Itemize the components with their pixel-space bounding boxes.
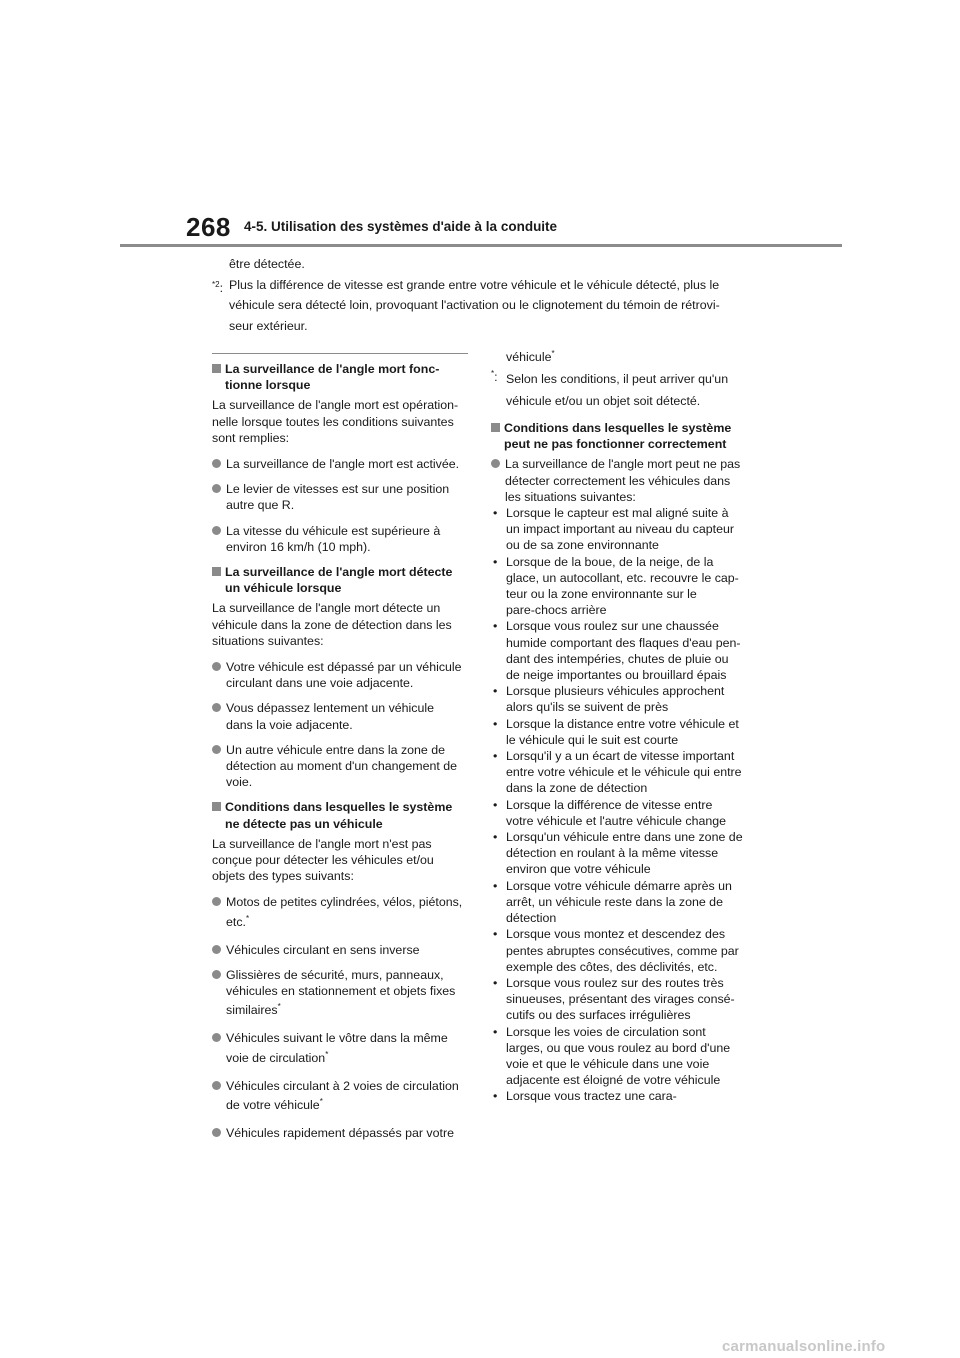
sub-list-item <box>491 797 747 829</box>
list-item <box>212 456 468 472</box>
text-line: Vous dépassez lentement un véhicule <box>226 701 435 716</box>
section-title: 4-5. Utilisation des systèmes d'aide à la conduite <box>244 219 558 234</box>
heading-not-detected <box>212 799 468 831</box>
paragraph <box>212 600 468 649</box>
circle-bullet-icon <box>491 459 500 468</box>
sub-list-item <box>491 554 747 619</box>
sub-list-item <box>491 1024 747 1089</box>
text-line: La surveillance de l'angle mort peut ne pas <box>505 457 741 472</box>
text-line: sinueuses, présentant des virages consé- <box>506 992 735 1007</box>
text-line: environ que votre véhicule <box>506 862 651 877</box>
text-line: glace, un autocollant, etc. recouvre le cap- <box>506 570 739 585</box>
sub-list-item <box>491 505 747 554</box>
text-line: Le levier de vitesses est sur une position <box>226 482 450 497</box>
text-line: similaires* <box>226 1002 281 1018</box>
text-line: pare-chocs arrière <box>506 603 607 618</box>
text-line: Lorsqu'il y a un écart de vitesse important <box>506 749 735 764</box>
sub-list <box>491 505 747 1105</box>
text-line: de neige importantes ou brouillard épais <box>506 668 727 683</box>
text-line: La vitesse du véhicule est supérieure à <box>226 523 441 538</box>
continued-text: être détectée. <box>229 257 305 271</box>
heading-line: peut ne pas fonctionner correctement <box>504 437 727 452</box>
text-line: Selon les conditions, il peut arriver qu'un <box>506 372 729 386</box>
text-line: Motos de petites cylindrées, vélos, piétons, <box>226 895 463 910</box>
paragraph <box>212 397 468 446</box>
sub-list-item <box>491 683 747 715</box>
text-line: les situations suivantes: <box>505 489 636 504</box>
text-line: alors qu'ils se suivent de près <box>506 700 669 715</box>
text-line: détection <box>506 911 557 926</box>
dot-bullet-icon: • <box>493 749 498 764</box>
text-line: Lorsque le capteur est mal aligné suite à <box>506 506 729 521</box>
text-line: dans la zone de détection <box>506 781 648 796</box>
asterisk-mark: * <box>325 1049 329 1059</box>
list-item <box>212 967 468 1021</box>
sub-list-item <box>491 716 747 748</box>
dot-bullet-icon: • <box>493 975 498 990</box>
footnote-mark: *: <box>491 368 498 384</box>
asterisk-mark: * <box>245 913 250 923</box>
text-line: Lorsqu'un véhicule entre dans une zone de <box>506 830 743 845</box>
text-line: Lorsque vous roulez sur des routes très <box>506 975 724 990</box>
text-line: véhicules en stationnement et objets fixes <box>226 984 456 999</box>
text-line: détection en roulant à la même vitesse <box>506 846 719 861</box>
square-bullet-icon <box>212 802 221 811</box>
heading-line: Conditions dans lesquelles le système <box>225 800 453 815</box>
list-item <box>491 456 747 505</box>
text-line: Lorsque votre véhicule démarre après un <box>506 878 732 893</box>
text-line: Lorsque vous tractez une cara- <box>506 1089 677 1104</box>
square-bullet-icon <box>212 567 221 576</box>
list-item <box>212 742 468 791</box>
dot-bullet-icon: • <box>493 619 498 634</box>
circle-bullet-icon <box>212 459 221 468</box>
text-line: cutifs ou des surfaces irrégulières <box>506 1008 691 1023</box>
text-line: voie et que le véhicule dans une voie <box>506 1056 710 1071</box>
text-line: Véhicules suivant le vôtre dans la même <box>226 1031 448 1046</box>
footnote-line: véhicule sera détecté loin, provoquant l'activation ou le clignotement du témoin de rétrovi- <box>229 298 720 312</box>
footnote-line: seur extérieur. <box>229 318 308 333</box>
continued-text: véhicule* <box>506 348 555 364</box>
text-line: teur ou la zone environnante sur le <box>506 587 697 602</box>
list-item <box>212 1078 468 1116</box>
text-line: sont remplies: <box>212 430 290 445</box>
watermark-logo: carmanualsonline.info <box>722 1338 886 1355</box>
text-line: situations suivantes: <box>212 633 324 648</box>
text-line: La surveillance de l'angle mort est activée. <box>226 457 460 472</box>
text-line: circulant dans une voie adjacente. <box>226 676 414 691</box>
list-item <box>212 894 468 932</box>
dot-bullet-icon: • <box>493 506 498 521</box>
text-line: entre votre véhicule et le véhicule qui entre <box>506 765 742 780</box>
list-item <box>212 942 468 958</box>
dot-bullet-icon: • <box>493 1024 498 1039</box>
text-line: larges, ou que vous roulez au bord d'une <box>506 1040 731 1055</box>
heading-line: un véhicule lorsque <box>225 581 342 596</box>
text-line: Véhicules circulant à 2 voies de circulation <box>226 1078 459 1093</box>
text-line: dans la voie adjacente. <box>226 717 353 732</box>
circle-bullet-icon <box>212 703 221 712</box>
circle-bullet-icon <box>212 526 221 535</box>
heading-line: La surveillance de l'angle mort détecte <box>225 565 453 580</box>
circle-bullet-icon <box>212 897 221 906</box>
circle-bullet-icon <box>212 1081 221 1090</box>
text-line: conçue pour détecter les véhicules et/ou <box>212 853 434 868</box>
text-line: Véhicules rapidement dépassés par votre <box>226 1125 454 1140</box>
text-line: nelle lorsque toutes les conditions suivantes <box>212 414 454 429</box>
dot-bullet-icon: • <box>493 927 498 942</box>
sub-list-item <box>491 926 747 975</box>
dot-bullet-icon: • <box>493 878 498 893</box>
text-line: Lorsque plusieurs véhicules approchent <box>506 684 725 699</box>
dot-bullet-icon: • <box>493 554 498 569</box>
list-item <box>212 481 468 513</box>
sub-list-item <box>491 975 747 1024</box>
text-line: détecter correctement les véhicules dans <box>505 473 731 488</box>
asterisk-mark: * <box>277 1002 281 1012</box>
text-line: etc.* <box>226 913 250 929</box>
dot-bullet-icon: • <box>493 797 498 812</box>
dot-bullet-icon: • <box>493 1089 498 1104</box>
text-line: La surveillance de l'angle mort détecte un <box>212 601 441 616</box>
left-column <box>212 346 468 1150</box>
asterisk-mark: * <box>319 1096 323 1106</box>
top-notes <box>212 254 758 336</box>
heading-may-not-function <box>491 420 747 452</box>
circle-bullet-icon <box>212 970 221 979</box>
text-line: votre véhicule et l'autre véhicule change <box>506 813 727 828</box>
text-line: Lorsque la distance entre votre véhicule et <box>506 716 739 731</box>
text-line: véhicule et/ou un objet soit détecté. <box>506 394 701 408</box>
text-line: véhicule dans la zone de détection dans les <box>212 617 452 632</box>
sub-list-item <box>491 618 747 683</box>
text-line: Lorsque les voies de circulation sont <box>506 1024 706 1039</box>
footnote <box>491 368 747 412</box>
text-line: Lorsque vous montez et descendez des <box>506 927 726 942</box>
text-line: détection au moment d'un changement de <box>226 759 458 774</box>
text-line: pentes abruptes consécutives, comme par <box>506 943 739 958</box>
circle-bullet-icon <box>212 484 221 493</box>
circle-bullet-icon <box>212 745 221 754</box>
text-line: le véhicule qui le suit est courte <box>506 732 679 747</box>
text-line: ou de sa zone environnante <box>506 538 659 553</box>
sub-list-item <box>491 878 747 927</box>
sub-list-item <box>491 1088 747 1104</box>
footnote-line: Plus la différence de vitesse est grande entre votre véhicule et le véhicule détecté, plus le <box>229 277 720 292</box>
circle-bullet-icon <box>212 662 221 671</box>
circle-bullet-icon <box>212 945 221 954</box>
heading-line: ne détecte pas un véhicule <box>225 816 383 831</box>
text-line: objets des types suivants: <box>212 869 354 884</box>
text-line: adjacente est éloigné de votre véhicule <box>506 1073 721 1088</box>
text-line: voie. <box>226 775 253 790</box>
list-item <box>212 700 468 732</box>
text-line: environ 16 km/h (10 mph). <box>226 539 371 554</box>
text-line: voie de circulation* <box>226 1049 329 1065</box>
text-line: Glissières de sécurité, murs, panneaux, <box>226 967 444 982</box>
footnote-mark: $^{*2}$: <box>212 279 224 295</box>
heading-line: La surveillance de l'angle mort fonc- <box>225 362 440 376</box>
text-line: La surveillance de l'angle mort n'est pas <box>212 836 432 851</box>
right-column <box>491 346 747 1105</box>
heading-detects <box>212 564 468 596</box>
text-line: humide comportant des flaques d'eau pen- <box>506 635 741 650</box>
header-rule <box>120 244 842 247</box>
text-line: Véhicules circulant en sens inverse <box>226 942 420 957</box>
text-line: exemple des côtes, des déclivités, etc. <box>506 959 718 974</box>
paragraph <box>212 836 468 885</box>
list-item <box>212 1030 468 1068</box>
text-line: de votre véhicule* <box>226 1096 323 1112</box>
page-number: 268 <box>186 212 231 242</box>
text-line: Lorsque la différence de vitesse entre <box>506 797 713 812</box>
text-line: arrêt, un véhicule reste dans la zone de <box>506 894 723 909</box>
text-line: Votre véhicule est dépassé par un véhicule <box>226 660 462 675</box>
list-item <box>212 1125 468 1141</box>
sub-list-item <box>491 748 747 797</box>
dot-bullet-icon: • <box>493 830 498 845</box>
text-line: dant des intempéries, chutes de pluie ou <box>506 651 729 666</box>
dot-bullet-icon: • <box>493 716 498 731</box>
text-line: Un autre véhicule entre dans la zone de <box>226 742 446 757</box>
heading-operation <box>212 361 468 393</box>
text-line: un impact important au niveau du capteur <box>506 522 734 537</box>
text-line: Lorsque vous roulez sur une chaussée <box>506 619 719 634</box>
footnote-2 <box>212 275 758 337</box>
list-item <box>212 659 468 691</box>
square-bullet-icon <box>491 423 500 432</box>
circle-bullet-icon <box>212 1033 221 1042</box>
list-item <box>212 523 468 555</box>
text-line: La surveillance de l'angle mort est opération- <box>212 398 459 413</box>
heading-line: Conditions dans lesquelles le système <box>504 421 732 435</box>
column-rule <box>212 353 468 354</box>
text-line: autre que R. <box>226 498 295 513</box>
sub-list-item <box>491 829 747 878</box>
circle-bullet-icon <box>212 1128 221 1137</box>
heading-line: tionne lorsque <box>225 378 311 393</box>
asterisk-mark: * <box>551 348 555 358</box>
text-line: Lorsque de la boue, de la neige, de la <box>506 554 714 569</box>
dot-bullet-icon: • <box>493 684 498 699</box>
square-bullet-icon <box>212 364 221 373</box>
